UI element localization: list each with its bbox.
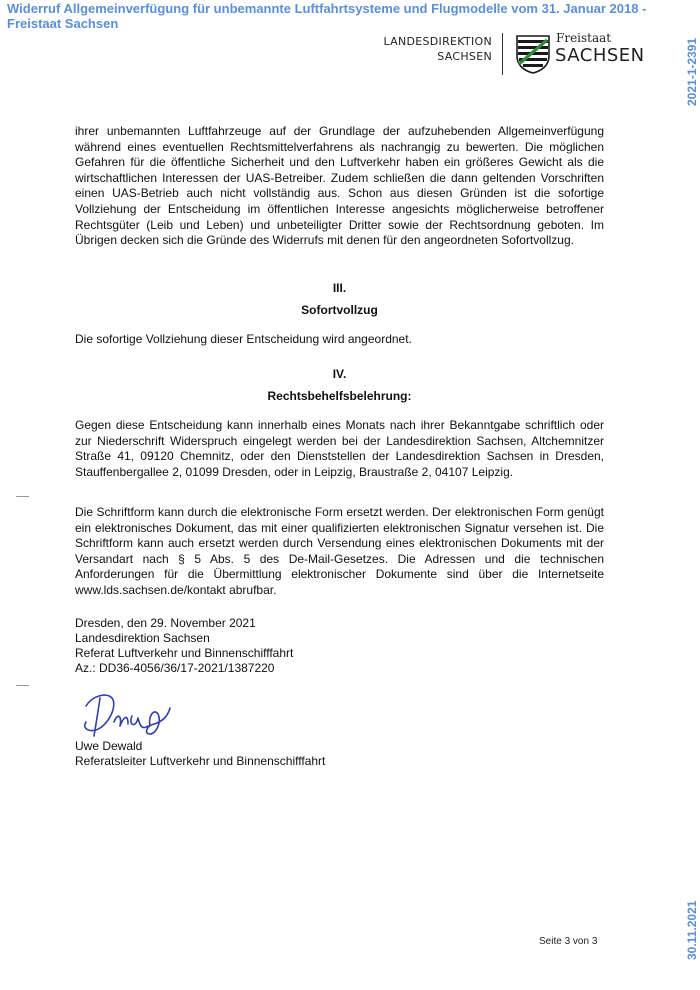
closing-date-line: Dresden, den 29. November 2021 [75,616,256,630]
logo-line-2: SACHSEN [437,50,492,63]
section-3-title: Sofortvollzug [301,303,378,317]
rechtsbehelf-paragraph: Gegen diese Entscheidung kann innerhalb eines Monats nach ihrer Bekanntgabe schriftlich oder zur Niederschrift Widerspruch eingelegt werden bei der Landesdirektion Sachsen, Altchemnitzer Straße 41, 09120 Chemnitz, oder den Dienststellen der Landesdirektion Sachsen in Dresden, Stauffenbergallee 2, 01099 Dresden, oder in Leipzig, Braustraße 2, 04107 Leipzig. [75,418,604,479]
section-4-number: IV. [332,367,347,381]
schriftform-paragraph: Die Schriftform kann durch die elektronische Form ersetzt werden. Der elektronischen Form genügt ein elektronisches Dokument, das mit einer qualifizierten elektronischen Signatur versehen ist. Die Schriftform kann auch ersetzt werden durch Versendung eines elektronischen Dokuments mit der Versandart nach § 5 Abs. 5 des De-Mail-Gesetzes. Die Adressen und die technischen Anforderungen für die Übermittlung elektronischer Dokumente sind über die Internetseite www.lds.sachsen.de/kontakt abrufbar. [75,505,604,597]
section-4-title: Rechtsbehelfsbelehrung: [267,389,412,403]
signer-title: Referatsleiter Luftverkehr und Binnenschifffahrt [75,754,326,768]
handwritten-signature [78,686,178,742]
logo-freistaat: Freistaat [556,31,612,45]
side-document-date [685,900,699,960]
closing-department: Referat Luftverkehr und Binnenschifffahrt [75,646,294,660]
side-document-date-text: 30.11.2021 [685,900,699,960]
fold-mark [16,496,29,497]
sofortvollzug-paragraph: Die sofortige Vollziehung dieser Entscheidung wird angeordnet. [75,332,412,346]
closing-reference: Az.: DD36-4056/36/17-2021/1387220 [75,661,275,675]
closing-authority: Landesdirektion Sachsen [75,631,210,645]
intro-paragraph: ihrer unbemannten Luftfahrzeuge auf der Grundlage der aufzuhebenden Allgemeinverfügung während eines eventuellen Rechtsmittelverfahrens als nachrangig zu bewerten. Die möglichen Gefahren für die öffentliche Sicherheit und den Luftverkehr haben ein größeres Gewicht als die wirtschaftlichen Interessen der UAS-Betreiber. Zudem schließen die dann geltenden Vorschriften einen UAS-Betrieb auch nicht vollständig aus. Schon aus diesen Gründen ist die sofortige Vollziehung der Entscheidung im öffentlichen Interesse angesichts möglicherweise betroffener Rechtsgüter (Leib und Leben) und unbeteiligter Dritter sowie der Rechtsordnung geboten. Im Übrigen decken sich die Gründe des Widerrufs mit denen für den angeordneten Sofortvollzug. [75,124,604,248]
logo-line-1: LANDESDIREKTION [383,35,492,48]
logo-divider [502,33,503,75]
side-document-id-text: 2021-1-2391 [685,37,699,106]
logo-sachsen: SACHSEN [555,45,645,66]
side-document-id [685,37,699,106]
landesdirektion-logo-text [380,34,492,64]
fold-mark [16,685,29,686]
signer-name: Uwe Dewald [75,739,143,753]
section-3-number: III. [332,281,347,295]
page-number: Seite 3 von 3 [539,936,598,947]
document-header-title: Widerruf Allgemeinverfügung für unbemannte Luftfahrtsysteme und Flugmodelle vom 31. Januar 2018 - Freistaat Sachsen [7,1,647,31]
saxony-crest-icon [515,34,551,74]
